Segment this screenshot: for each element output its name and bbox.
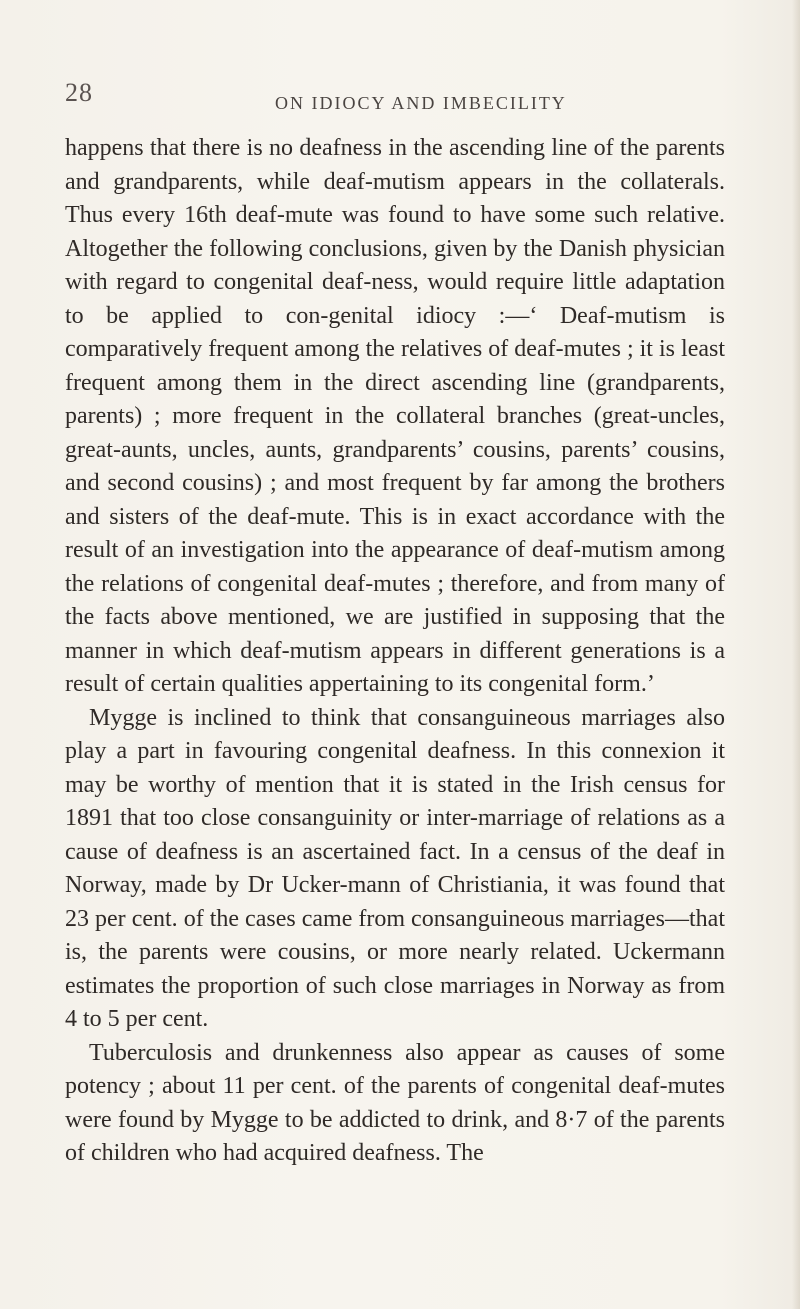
paragraph-3: Tuberculosis and drunkenness also appear as causes of some potency ; about 11 per cent. of the parents of congenital deaf-mutes were found by Mygge to be addicted to drink, and 8·7 of the parents of children who had acquired deafness. The [65, 1039, 725, 1166]
paragraph-2: Mygge is inclined to think that consanguineous marriages also play a part in favouring congenital deafness. In this connexion it may be worthy of mention that it is stated in the Irish census for 1891 that too close consanguinity or inter-marriage of relations as a cause of deafness is an ascertained fact. In a census of the deaf in Norway, made by Dr Ucker-mann of Christiania, it was found that 23 per cent. of the cases came from consanguineous marriages—that is, the parents were cousins, or more nearly related. Uckermann estimates the proportion of such close marriages in Norway as from 4 to 5 per cent. [65, 704, 725, 1032]
page-header [65, 78, 725, 118]
paragraph-1: happens that there is no deafness in the ascending line of the parents and grandparents, while deaf-mutism appears in the collaterals. Thus every 16th deaf-mute was found to have some such relative. Altogether the following conclusions, given by the Danish physician with regard to congenital deaf-ness, would require little adaptation to be applied to con-genital idiocy :—‘ Deaf-mutism is comparatively frequent among the relatives of deaf-mutes ; it is least frequent among them in the direct ascending line (grandparents, parents) ; more frequent in the collateral branches (great-uncles, great-aunts, uncles, aunts, grandparents’ cousins, parents’ cousins, and second cousins) ; and most frequent by far among the brothers and sisters of the deaf-mute. This is in exact accordance with the result of an investigation into the appearance of deaf-mutism among the relations of congenital deaf-mutes ; therefore, and from many of the facts above mentioned, we are justified in supposing that the manner in which deaf-mutism appears in different generations is a result of certain qualities appertaining to its congenital form.’ [65, 135, 725, 697]
page-number: 28 [65, 78, 93, 107]
page-edge-shadow [792, 0, 800, 1309]
running-head: ON IDIOCY AND IMBECILITY [275, 93, 567, 113]
body-text [65, 132, 725, 1171]
